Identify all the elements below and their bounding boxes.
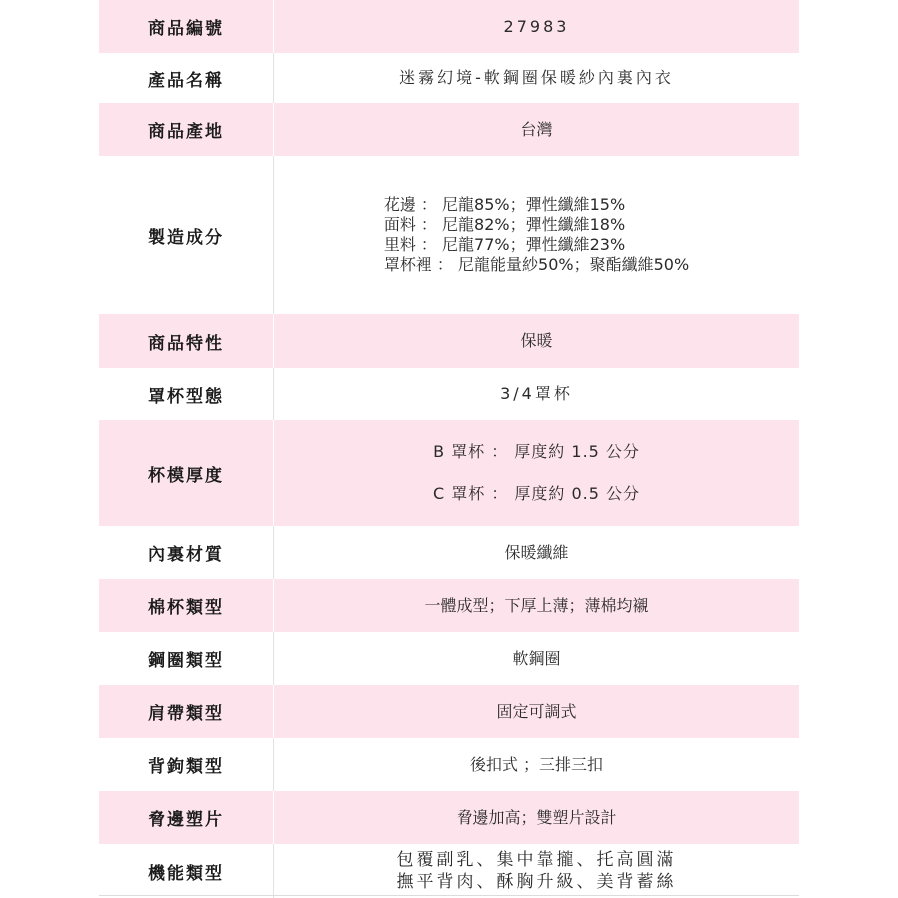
spec-row-pad-type xyxy=(99,579,799,632)
spec-value xyxy=(274,420,799,526)
spec-row-product-name xyxy=(99,53,799,103)
spec-label: 內裏材質 xyxy=(148,545,224,565)
spec-row-item-number xyxy=(99,0,799,53)
spec-value: 軟鋼圈 xyxy=(512,648,561,668)
spec-row-wire-type xyxy=(99,632,799,685)
spec-row-origin xyxy=(99,103,799,156)
spec-value: 27983 xyxy=(503,16,570,36)
spec-label: 產品名稱 xyxy=(148,70,224,91)
spec-value: 保暖 xyxy=(520,331,553,350)
function-line: 包覆副乳、集中靠攏、托高圓滿 xyxy=(396,850,677,870)
spec-value xyxy=(274,156,799,314)
spec-row-feature xyxy=(99,314,799,368)
composition-list xyxy=(384,195,689,275)
spec-row-composition xyxy=(99,156,799,314)
spec-value: 3/4罩杯 xyxy=(500,384,573,403)
spec-label: 商品產地 xyxy=(148,122,224,142)
spec-row-strap-type xyxy=(99,685,799,738)
spec-label: 鋼圈類型 xyxy=(148,651,224,671)
spec-row-cup-thickness xyxy=(99,420,799,526)
spec-row-lining-material xyxy=(99,526,799,579)
table-bottom-rule xyxy=(99,895,799,896)
spec-label: 製造成分 xyxy=(148,227,224,248)
spec-label: 肩帶類型 xyxy=(148,704,224,724)
spec-value: 固定可調式 xyxy=(496,701,577,721)
spec-label: 脅邊塑片 xyxy=(148,810,224,830)
spec-label: 棉杯類型 xyxy=(148,598,224,618)
composition-line: 罩杯裡 ： 尼龍能量紗50%；聚酯纖維50% xyxy=(383,255,690,274)
composition-line: 花邊 ： 尼龍85%；彈性纖維15% xyxy=(383,195,626,214)
spec-label: 商品編號 xyxy=(148,19,224,39)
spec-row-cup-style xyxy=(99,368,799,420)
composition-line: 面料 ： 尼龍82%；彈性纖維18% xyxy=(383,215,626,234)
spec-value: 迷霧幻境-軟鋼圈保暖紗內裏內衣 xyxy=(399,68,674,87)
spec-label: 機能類型 xyxy=(148,863,224,884)
spec-row-hook-type xyxy=(99,738,799,791)
spec-label: 杯模厚度 xyxy=(148,465,224,486)
product-spec-table xyxy=(99,0,799,898)
spec-value xyxy=(274,844,799,898)
spec-value: 後扣式 ；三排三扣 xyxy=(469,754,604,774)
spec-row-function-type xyxy=(99,844,799,898)
function-line: 撫平背肉、酥胸升級、美背蓄絲 xyxy=(396,872,677,892)
cup-thickness-line: B 罩杯 ： 厚度約 1.5 公分 xyxy=(433,442,640,461)
spec-label: 罩杯型態 xyxy=(148,386,224,407)
composition-line: 里料 ： 尼龍77%；彈性纖維23% xyxy=(383,235,626,254)
cup-thickness-line: C 罩杯 ： 厚度約 0.5 公分 xyxy=(432,484,641,503)
function-list xyxy=(397,849,677,893)
spec-row-side-panel xyxy=(99,791,799,844)
spec-value: 保暖纖維 xyxy=(504,542,569,562)
cup-thickness-list xyxy=(433,442,640,504)
spec-value: 台灣 xyxy=(520,119,553,139)
spec-label: 商品特性 xyxy=(148,333,224,354)
spec-value: 脅邊加高；雙塑片設計 xyxy=(456,807,617,827)
spec-label: 背鉤類型 xyxy=(148,757,224,777)
spec-value: 一體成型；下厚上薄；薄棉均襯 xyxy=(424,595,649,615)
